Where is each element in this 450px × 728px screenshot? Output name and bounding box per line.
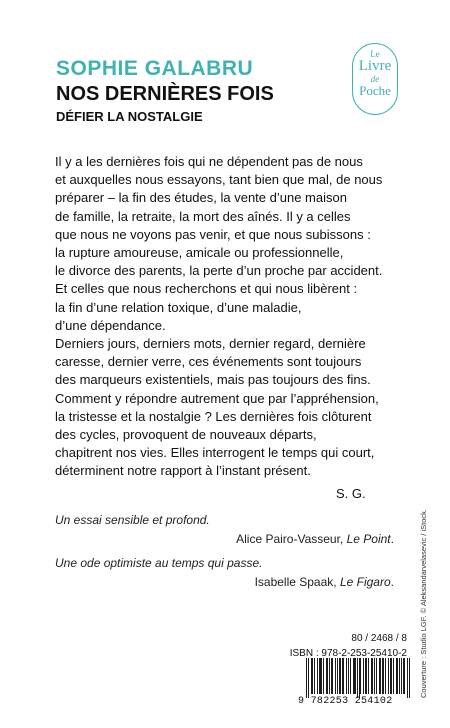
barcode-bar bbox=[355, 658, 356, 694]
barcode-bar bbox=[403, 658, 404, 694]
barcode-bar bbox=[311, 658, 312, 694]
barcode-bar bbox=[306, 658, 307, 698]
blurb-line: Et celles que nous recherchons et qui nous libèrent : bbox=[55, 281, 358, 297]
review-author-2: Isabelle Spaak, bbox=[254, 575, 340, 589]
barcode-bar bbox=[312, 658, 313, 694]
blurb-line: des cycles, provoquent de nouveaux départs, bbox=[55, 427, 317, 443]
review-attribution-2 bbox=[255, 575, 394, 589]
review-attribution-1 bbox=[236, 532, 394, 546]
barcode-bar bbox=[379, 658, 380, 694]
barcode-bar bbox=[407, 658, 408, 698]
blurb-line: chapitrent nos vies. Elles interrogent le temps qui court, bbox=[55, 445, 375, 461]
barcode-digits: 9 782253 254102 bbox=[298, 696, 393, 707]
barcode-bar bbox=[380, 658, 381, 694]
blurb-line: caresse, dernier verre, ces événements sont toujours bbox=[55, 354, 362, 370]
blurb-line: de famille, la retraite, la mort des aînés. Il y a celles bbox=[55, 208, 351, 224]
barcode-bars bbox=[306, 658, 410, 698]
barcode-bar bbox=[390, 658, 391, 694]
barcode-bar bbox=[371, 658, 372, 694]
barcode-bar bbox=[397, 658, 398, 694]
blurb-line: et auxquelles nous essayons, tant bien que mal, de nous bbox=[55, 172, 383, 188]
barcode-bar bbox=[329, 658, 330, 694]
barcode-bar bbox=[337, 658, 338, 694]
barcode-bar bbox=[388, 658, 389, 694]
barcode-bar bbox=[354, 658, 355, 694]
barcode-bar bbox=[320, 658, 321, 694]
barcode-bar bbox=[331, 658, 332, 694]
barcode-bar bbox=[365, 658, 366, 694]
barcode-bar bbox=[314, 658, 315, 694]
blurb-line: Il y a les dernières fois qui ne dépendent pas de nous bbox=[55, 154, 363, 169]
blurb-line: déterminent notre rapport à l’instant présent. bbox=[55, 463, 311, 479]
barcode-bar bbox=[359, 658, 360, 698]
author-name: SOPHIE GALABRU bbox=[56, 57, 254, 80]
review-author-1: Alice Pairo-Vasseur, bbox=[236, 532, 347, 546]
barcode-bar bbox=[343, 658, 344, 694]
blurb-line: la rupture amoureuse, amicale ou professionnelle, bbox=[55, 245, 344, 261]
barcode-bar bbox=[399, 658, 400, 694]
barcode-bar bbox=[393, 658, 394, 694]
blurb-line: la fin d’une relation toxique, d’une maladie, bbox=[55, 299, 302, 315]
barcode-bar bbox=[342, 658, 343, 694]
barcode-bar bbox=[360, 658, 361, 694]
barcode-bar bbox=[321, 658, 322, 694]
barcode-bar bbox=[376, 658, 377, 694]
catalog-number: 80 / 2468 / 8 bbox=[351, 633, 407, 644]
blurb-line: Derniers jours, derniers mots, dernier regard, dernière bbox=[55, 336, 366, 352]
barcode-bar bbox=[382, 658, 383, 694]
blurb-line: préparer – la fin des études, la vente d’une maison bbox=[55, 190, 347, 206]
barcode-bar bbox=[353, 658, 354, 694]
barcode-bar bbox=[308, 658, 309, 698]
barcode-bar bbox=[404, 658, 405, 694]
logo-poche: Poche bbox=[359, 83, 391, 98]
barcode-bar bbox=[319, 658, 320, 694]
review-quote-2: Une ode optimiste au temps qui passe. bbox=[55, 556, 263, 570]
barcode-bar bbox=[339, 658, 340, 694]
barcode-bar bbox=[327, 658, 328, 694]
book-subtitle: DÉFIER LA NOSTALGIE bbox=[56, 109, 203, 124]
barcode-bar bbox=[385, 658, 386, 694]
barcode-bar bbox=[401, 658, 402, 694]
logo-de: de bbox=[370, 74, 380, 84]
review-quote-1: Un essai sensible et profond. bbox=[55, 513, 210, 527]
barcode-bar bbox=[317, 658, 318, 694]
book-title: NOS DERNIÈRES FOIS bbox=[56, 83, 274, 105]
catalog-codes bbox=[290, 631, 407, 661]
barcode-bar bbox=[348, 658, 349, 694]
barcode-bar bbox=[323, 658, 324, 694]
barcode-bar bbox=[346, 658, 347, 694]
blurb-line: la tristesse et la nostalgie ? Les dernières fois clôturent bbox=[55, 408, 372, 424]
barcode-bar bbox=[340, 658, 341, 694]
back-cover-blurb bbox=[55, 153, 405, 481]
barcode-bar bbox=[332, 658, 333, 694]
blurb-signature: S. G. bbox=[336, 486, 366, 501]
logo-livre: Livre bbox=[358, 58, 392, 74]
isbn: ISBN : 978-2-253-25410-2 bbox=[289, 648, 407, 659]
barcode-bar bbox=[335, 658, 336, 694]
barcode-bar bbox=[357, 658, 358, 698]
cover-credit bbox=[419, 478, 431, 698]
barcode-bar bbox=[368, 658, 369, 694]
barcode bbox=[298, 658, 410, 708]
barcode-bar bbox=[391, 658, 392, 694]
barcode-bar bbox=[326, 658, 327, 694]
review-end-2: . bbox=[390, 575, 394, 589]
barcode-bar bbox=[374, 658, 375, 694]
barcode-bar bbox=[366, 658, 367, 694]
barcode-bar bbox=[396, 658, 397, 694]
barcode-bar bbox=[350, 658, 351, 694]
review-source-2: Le Figaro bbox=[339, 575, 391, 589]
publisher-logo bbox=[352, 43, 398, 115]
cover-credit-text: Couverture : Studio LGF. © Aleksandarvelasevic / iStock. bbox=[419, 509, 428, 698]
blurb-line: Comment y répondre autrement que par l’appréhension, bbox=[55, 390, 379, 406]
review-end-1: . bbox=[390, 532, 394, 546]
barcode-bar bbox=[363, 658, 364, 694]
blurb-line: le divorce des parents, la perte d’un proche par accident. bbox=[55, 263, 383, 279]
review-source-1: Le Point bbox=[346, 532, 391, 546]
blurb-line: que nous ne voyons pas venir, et que nous subissons : bbox=[55, 226, 371, 242]
blurb-line: des marqueurs existentiels, mais pas toujours des fins. bbox=[55, 372, 371, 388]
blurb-line: d’une dépendance. bbox=[55, 317, 166, 333]
barcode-bar bbox=[409, 658, 410, 698]
barcode-bar bbox=[372, 658, 373, 694]
logo-le: Le bbox=[370, 49, 380, 59]
barcode-bar bbox=[383, 658, 384, 694]
